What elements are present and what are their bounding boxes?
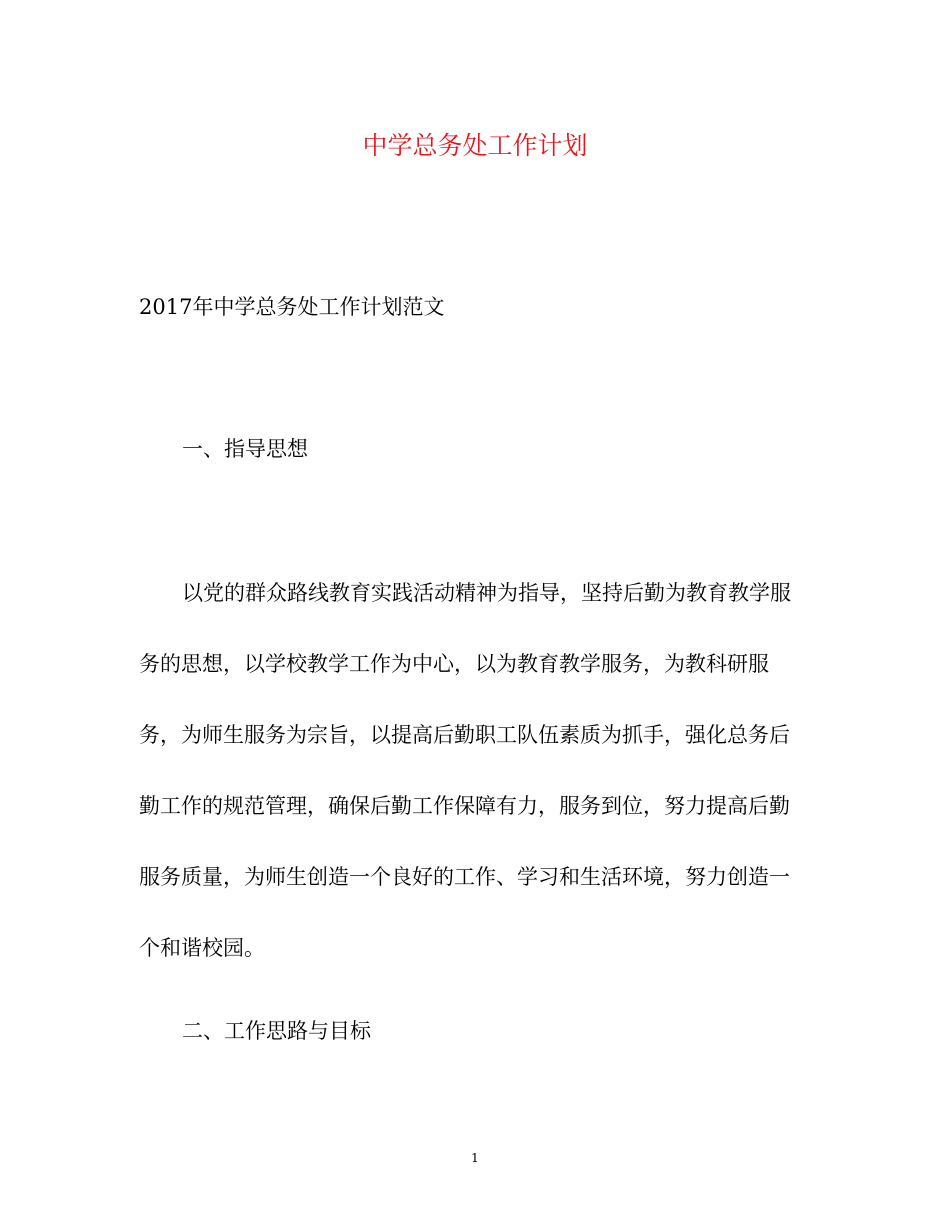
paragraph-line: 个和谐校园。: [139, 936, 265, 960]
paragraph-line: 服务质量，为师生创造一个良好的工作、学习和生活环境，努力创造一: [139, 865, 790, 889]
paragraph-line: 务，为师生服务为宗旨，以提高后勤职工队伍素质为抓手，强化总务后: [139, 723, 790, 747]
paragraph-line: 以党的群众路线教育实践活动精神为指导，坚持后勤为教育教学服: [182, 581, 791, 605]
paragraph-line: 勤工作的规范管理，确保后勤工作保障有力，服务到位，努力提高后勤: [139, 794, 790, 818]
document-subtitle: 2017年中学总务处工作计划范文: [139, 295, 445, 319]
section-paragraph-guiding-ideology: [139, 578, 819, 1004]
page-number: 1: [471, 1151, 479, 1165]
document-title: 中学总务处工作计划: [362, 131, 588, 160]
section-heading-work-approach: 二、工作思路与目标: [182, 1019, 371, 1043]
section-heading-guiding-ideology: 一、指导思想: [182, 437, 308, 461]
paragraph-line: 务的思想，以学校教学工作为中心，以为教育教学服务，为教科研服: [139, 652, 769, 676]
